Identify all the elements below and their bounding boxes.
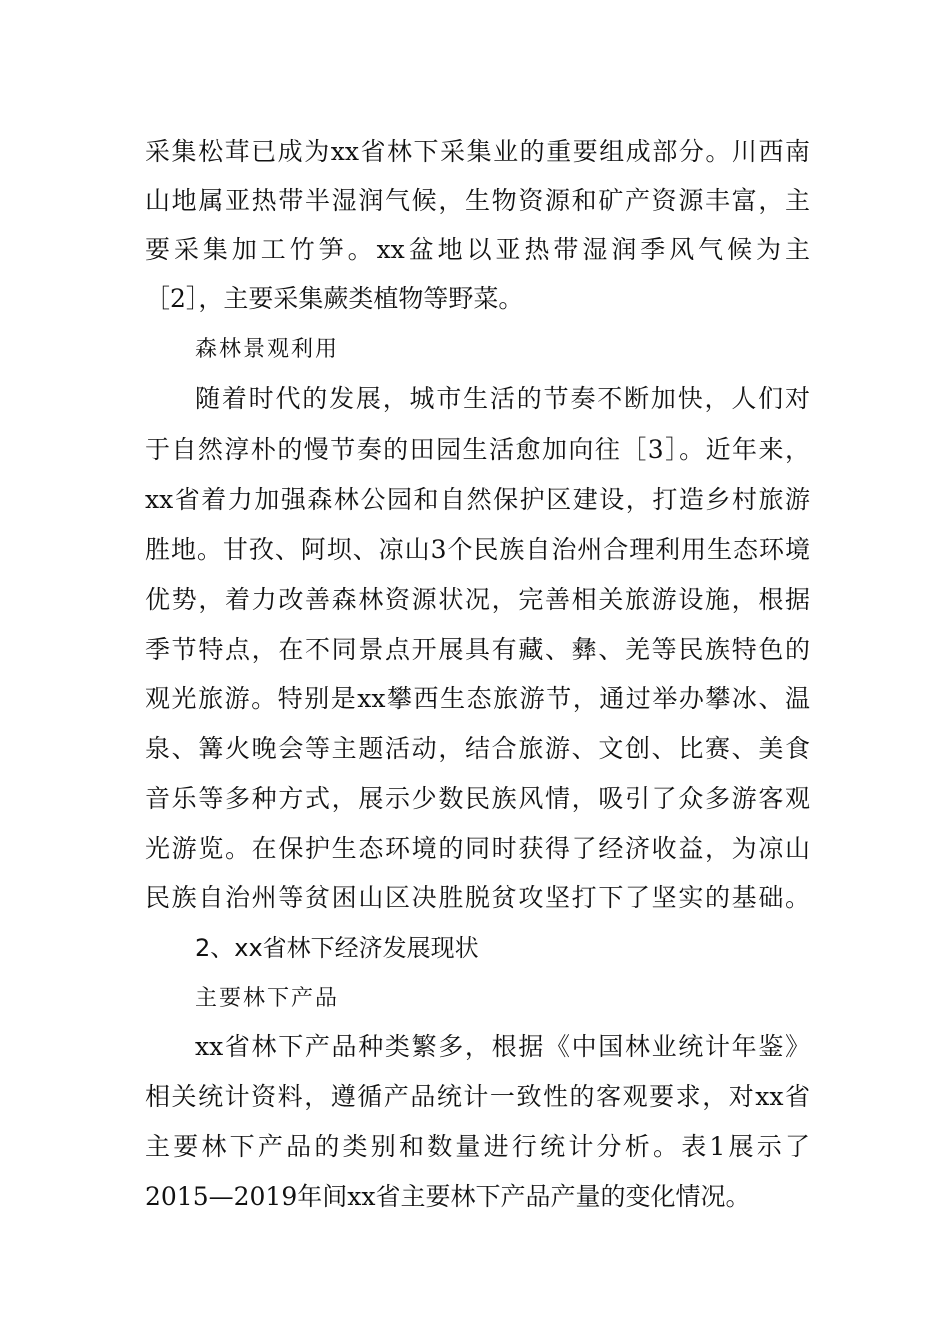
paragraph-3-line-1: xx省林下产品种类繁多，根据《中国林业统计年鉴》 [195,1032,810,1061]
paragraph-2-line-2: 于自然淳朴的慢节奏的田园生活愈加向往［3］。近年来， [145,435,810,464]
paragraph-2-line-9: 音乐等多种方式，展示少数民族风情，吸引了众多游客观 [145,784,810,813]
paragraph-1-line-3: 要采集加工竹笋。xx盆地以亚热带湿润季风气候为主 [145,235,810,264]
paragraph-2-line-3: xx省着力加强森林公园和自然保护区建设，打造乡村旅游 [145,485,810,514]
paragraph-1-line-2: 山地属亚热带半湿润气候，生物资源和矿产资源丰富，主 [145,186,810,215]
paragraph-1-line-4: ［2］，主要采集蕨类植物等野菜。 [145,284,524,313]
paragraph-1-line-1: 采集松茸已成为xx省林下采集业的重要组成部分。川西南 [145,137,810,166]
paragraph-2-line-6: 季节特点，在不同景点开展具有藏、彝、羌等民族特色的 [145,635,810,664]
paragraph-2-line-1: 随着时代的发展，城市生活的节奏不断加快，人们对 [195,384,810,413]
paragraph-2-line-8: 泉、篝火晚会等主题活动，结合旅游、文创、比赛、美食 [145,734,810,763]
paragraph-3-line-2: 相关统计资料，遵循产品统计一致性的客观要求，对xx省 [145,1082,810,1111]
subheading-main-products: 主要林下产品 [195,986,340,1011]
paragraph-2-line-11: 民族自治州等贫困山区决胜脱贫攻坚打下了坚实的基础。 [145,883,810,912]
section-heading-status: 2、xx省林下经济发展现状 [195,934,479,962]
paragraph-2-line-4: 胜地。甘孜、阿坝、凉山3个民族自治州合理利用生态环境 [145,535,810,564]
subheading-forest-landscape: 森林景观利用 [195,337,340,362]
paragraph-2-line-5: 优势，着力改善森林资源状况，完善相关旅游设施，根据 [145,585,810,614]
paragraph-2-line-10: 光游览。在保护生态环境的同时获得了经济收益，为凉山 [145,834,810,863]
paragraph-2-line-7: 观光旅游。特别是xx攀西生态旅游节，通过举办攀冰、温 [145,684,810,713]
paragraph-3-line-3: 主要林下产品的类别和数量进行统计分析。表1展示了 [145,1132,810,1161]
paragraph-3-line-4: 2015—2019年间xx省主要林下产品产量的变化情况。 [145,1182,751,1211]
